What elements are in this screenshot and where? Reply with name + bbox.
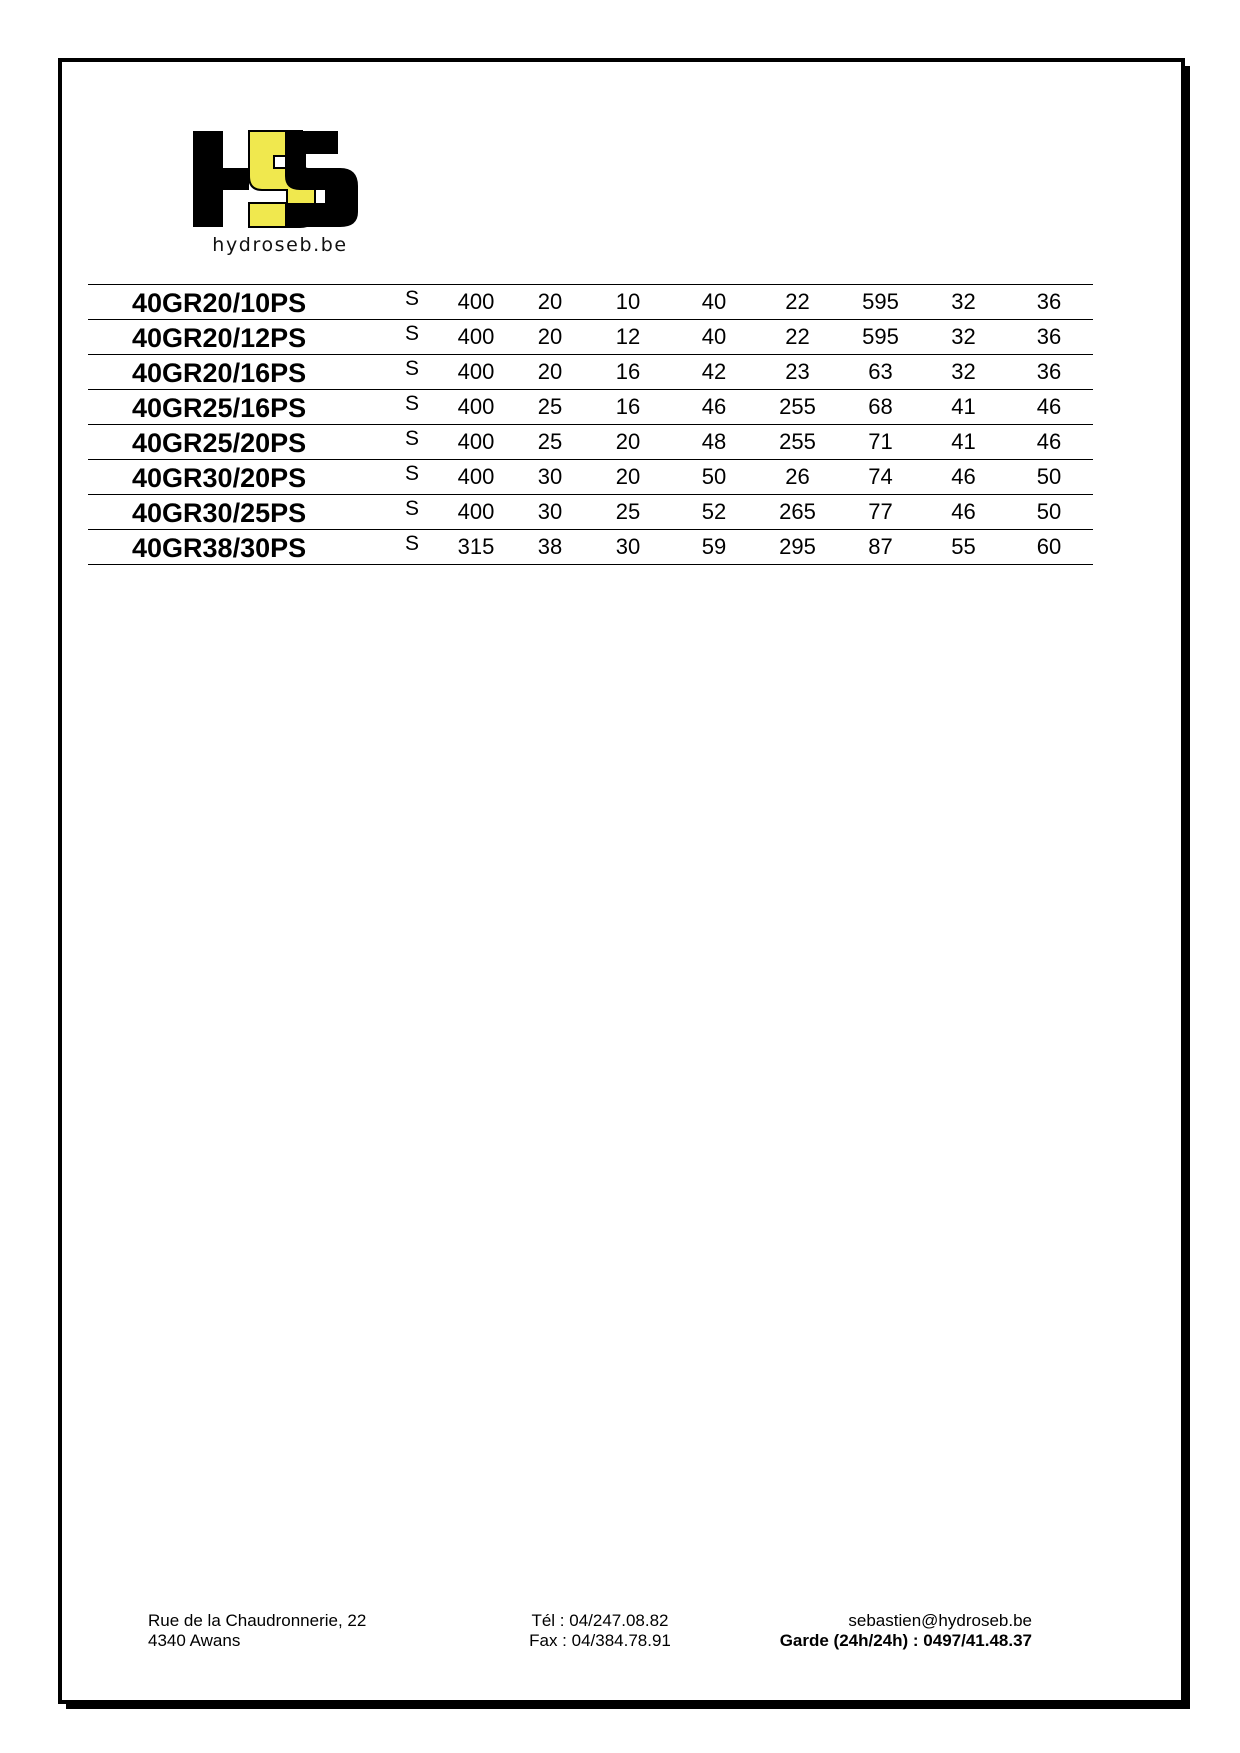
table-cell: 40: [672, 285, 756, 320]
table-cell: 25: [516, 425, 584, 460]
email-address[interactable]: sebastien@hydroseb.be: [848, 1611, 1032, 1630]
table-cell: 595: [839, 285, 922, 320]
table-cell: 50: [1005, 460, 1093, 495]
table-cell: 46: [922, 460, 1005, 495]
product-type: S: [388, 495, 436, 530]
phone-number: Tél : 04/247.08.82: [531, 1611, 669, 1630]
hs-logo-mark: [190, 128, 370, 232]
table-cell: 16: [584, 355, 672, 390]
product-reference: 40GR38/30PS: [88, 530, 388, 565]
footer-contact: [730, 1611, 1032, 1651]
table-cell: 52: [672, 495, 756, 530]
table-row: [88, 285, 1093, 320]
product-reference: 40GR25/16PS: [88, 390, 388, 425]
table-cell: 46: [1005, 390, 1093, 425]
product-reference: 40GR30/25PS: [88, 495, 388, 530]
table-cell: 400: [436, 495, 516, 530]
product-type: S: [388, 320, 436, 355]
table-cell: 400: [436, 355, 516, 390]
product-reference: 40GR20/16PS: [88, 355, 388, 390]
table-cell: 30: [516, 460, 584, 495]
table-cell: 36: [1005, 320, 1093, 355]
table-cell: 20: [584, 425, 672, 460]
table-cell: 46: [922, 495, 1005, 530]
table-cell: 255: [756, 390, 839, 425]
table-cell: 25: [516, 390, 584, 425]
table-cell: 20: [516, 285, 584, 320]
table-cell: 36: [1005, 285, 1093, 320]
table-cell: 68: [839, 390, 922, 425]
table-cell: 20: [584, 460, 672, 495]
product-reference: 40GR20/10PS: [88, 285, 388, 320]
table-cell: 46: [672, 390, 756, 425]
table-cell: 400: [436, 320, 516, 355]
table-cell: 46: [1005, 425, 1093, 460]
table-cell: 60: [1005, 530, 1093, 565]
table-cell: 30: [516, 495, 584, 530]
product-spec-table: [88, 284, 1093, 565]
address-city: 4340 Awans: [148, 1631, 241, 1650]
product-type: S: [388, 285, 436, 320]
table-row: [88, 495, 1093, 530]
table-cell: 63: [839, 355, 922, 390]
table-cell: 71: [839, 425, 922, 460]
table-cell: 77: [839, 495, 922, 530]
table-cell: 48: [672, 425, 756, 460]
table-cell: 38: [516, 530, 584, 565]
table-cell: 55: [922, 530, 1005, 565]
product-type: S: [388, 425, 436, 460]
table-cell: 12: [584, 320, 672, 355]
product-type: S: [388, 390, 436, 425]
table-cell: 74: [839, 460, 922, 495]
table-cell: 41: [922, 390, 1005, 425]
table-cell: 40: [672, 320, 756, 355]
table-cell: 22: [756, 320, 839, 355]
table-cell: 32: [922, 285, 1005, 320]
footer-phone: [490, 1611, 710, 1651]
table-cell: 20: [516, 320, 584, 355]
product-type: S: [388, 530, 436, 565]
table-cell: 25: [584, 495, 672, 530]
table-cell: 32: [922, 320, 1005, 355]
table-cell: 30: [584, 530, 672, 565]
table-cell: 41: [922, 425, 1005, 460]
hydroseb-logo: [190, 128, 370, 258]
table-cell: 400: [436, 390, 516, 425]
table-cell: 400: [436, 285, 516, 320]
product-type: S: [388, 460, 436, 495]
table-cell: 23: [756, 355, 839, 390]
table-cell: 400: [436, 425, 516, 460]
address-street: Rue de la Chaudronnerie, 22: [148, 1611, 367, 1630]
table-cell: 400: [436, 460, 516, 495]
table-cell: 36: [1005, 355, 1093, 390]
table-cell: 315: [436, 530, 516, 565]
table-cell: 295: [756, 530, 839, 565]
footer-address: [148, 1611, 366, 1651]
table-row: [88, 460, 1093, 495]
table-cell: 20: [516, 355, 584, 390]
product-reference: 40GR25/20PS: [88, 425, 388, 460]
table-cell: 26: [756, 460, 839, 495]
table-cell: 22: [756, 285, 839, 320]
table-cell: 16: [584, 390, 672, 425]
table-cell: 10: [584, 285, 672, 320]
emergency-line: Garde (24h/24h) : 0497/41.48.37: [779, 1631, 1032, 1650]
table-row: [88, 355, 1093, 390]
table-cell: 50: [672, 460, 756, 495]
table-cell: 32: [922, 355, 1005, 390]
table-cell: 87: [839, 530, 922, 565]
table-cell: 595: [839, 320, 922, 355]
table-cell: 265: [756, 495, 839, 530]
product-reference: 40GR30/20PS: [88, 460, 388, 495]
table-cell: 42: [672, 355, 756, 390]
table-row: [88, 530, 1093, 565]
table-cell: 59: [672, 530, 756, 565]
table-cell: 255: [756, 425, 839, 460]
table-cell: 50: [1005, 495, 1093, 530]
table-row: [88, 320, 1093, 355]
fax-number: Fax : 04/384.78.91: [529, 1631, 671, 1650]
product-reference: 40GR20/12PS: [88, 320, 388, 355]
table-row: [88, 390, 1093, 425]
product-type: S: [388, 355, 436, 390]
table-row: [88, 425, 1093, 460]
logo-wordmark: hydroseb.be: [212, 234, 348, 256]
